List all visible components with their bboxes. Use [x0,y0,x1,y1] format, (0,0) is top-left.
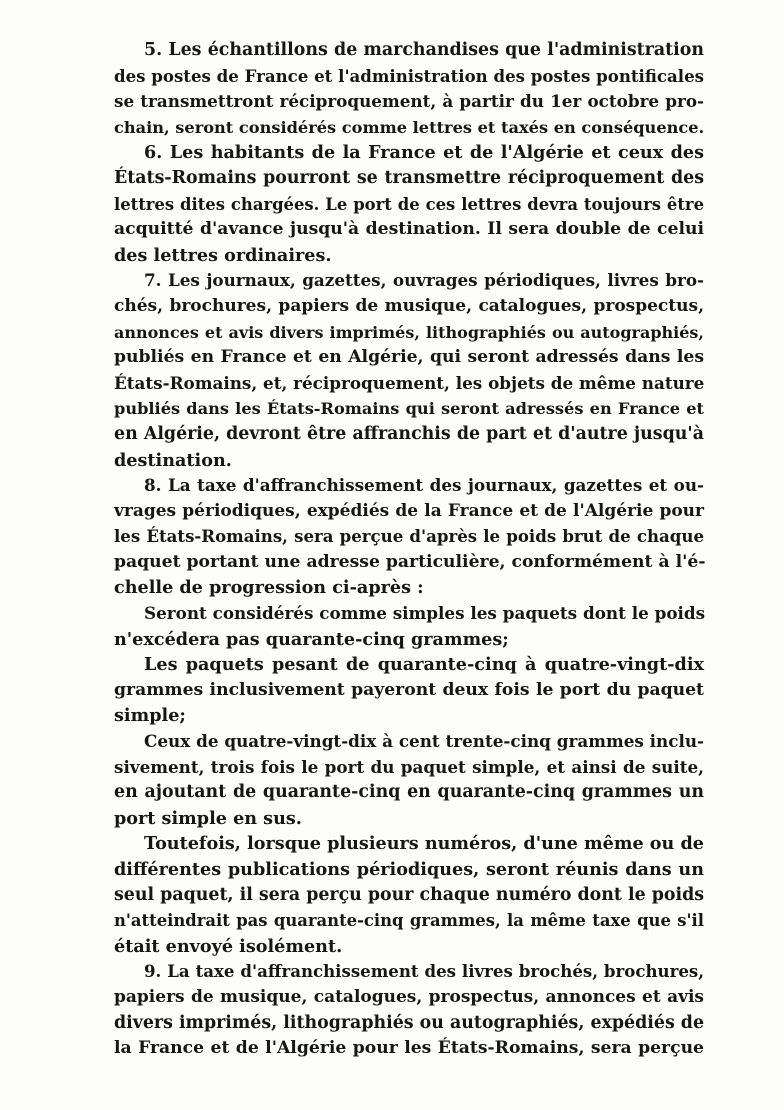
text-line: États-Romains, et, réciproquement, les objets de même nature [114,372,705,393]
text-line: la France et de l'Algérie pour les États-Romains, sera perçue [114,1038,704,1059]
text-line: destination. [114,449,232,471]
text-line: 9. La taxe d'affranchissement des livres brochés, brochures, [144,961,704,982]
text-line: publiés en France et en Algérie, qui seront adressés dans les [114,347,704,368]
text-line: lettres dites chargées. Le port de ces lettres devra toujours être [114,194,704,214]
text-line: port simple en sus. [114,807,302,829]
text-line: Les paquets pesant de quarante-cinq à quatre-vingt-dix [144,654,704,676]
text-line: chés, brochures, papiers de musique, catalogues, prospectus, [114,295,704,316]
text-line: acquitté d'avance jusqu'à destination. Il sera double de celui [114,219,704,240]
text-line: grammes inclusivement payeront deux fois le port du paquet [114,679,704,700]
document-body [114,38,704,1062]
text-line: seul paquet, il sera perçu pour chaque numéro dont le poids [114,884,705,905]
text-line: simple; [114,705,186,727]
text-line: 5. Les échantillons de marchandises que l'administration [144,40,704,60]
text-line: Ceux de quatre-vingt-dix à cent trente-cinq grammes inclu- [144,731,705,752]
text-line: était envoyé isolément. [114,935,343,957]
text-line: annonces et avis divers imprimés, lithographiés ou autographiés, [114,322,704,342]
text-line: des lettres ordinaires. [114,244,332,266]
text-line: sivement, trois fois le port du paquet simple, et ainsi de suite, [114,756,704,777]
text-line: n'excédera pas quarante-cinq grammes; [114,628,509,650]
text-line: Seront considérés comme simples les paquets dont le poids [144,603,706,624]
text-line: États-Romains pourront se transmettre réciproquement des [114,167,704,188]
text-line: 7. Les journaux, gazettes, ouvrages périodiques, livres bro- [144,270,704,291]
text-line: des postes de France et l'administration des postes pontificales [114,65,704,86]
text-line: 6. Les habitants de la France et de l'Algérie et ceux des [144,142,704,164]
text-line: les États-Romains, sera perçue d'après le poids brut de chaque [114,526,704,547]
text-line: papiers de musique, catalogues, prospectus, annonces et avis [114,986,704,1007]
text-line: 8. La taxe d'affranchissement des journaux, gazettes et ou- [144,475,704,496]
text-line: divers imprimés, lithographiés ou autographiés, expédiés de [114,1012,705,1033]
text-line: chain, seront considérés comme lettres et taxés en conséquence. [114,117,705,137]
text-line: Toutefois, lorsque plusieurs numéros, d'une même ou de [144,833,704,855]
text-line: différentes publications périodiques, seront réunis dans un [114,859,704,880]
text-line: se transmettront réciproquement, à partir du 1er octobre pro- [114,91,704,112]
text-line: chelle de progression ci-après : [114,577,424,599]
text-line: en ajoutant de quarante-cinq en quarante-cinq grammes un [114,782,704,803]
text-line: n'atteindrait pas quarante-cinq grammes, la même taxe que s'il [114,911,704,931]
text-line: vrages périodiques, expédiés de la France et de l'Algérie pour [114,500,704,521]
text-line: publiés dans les États-Romains qui seront adressés en France et [114,399,704,419]
text-line: en Algérie, devront être affranchis de part et d'autre jusqu'à [114,423,704,444]
text-line: paquet portant une adresse particulière, conformément à l'é- [114,551,706,572]
